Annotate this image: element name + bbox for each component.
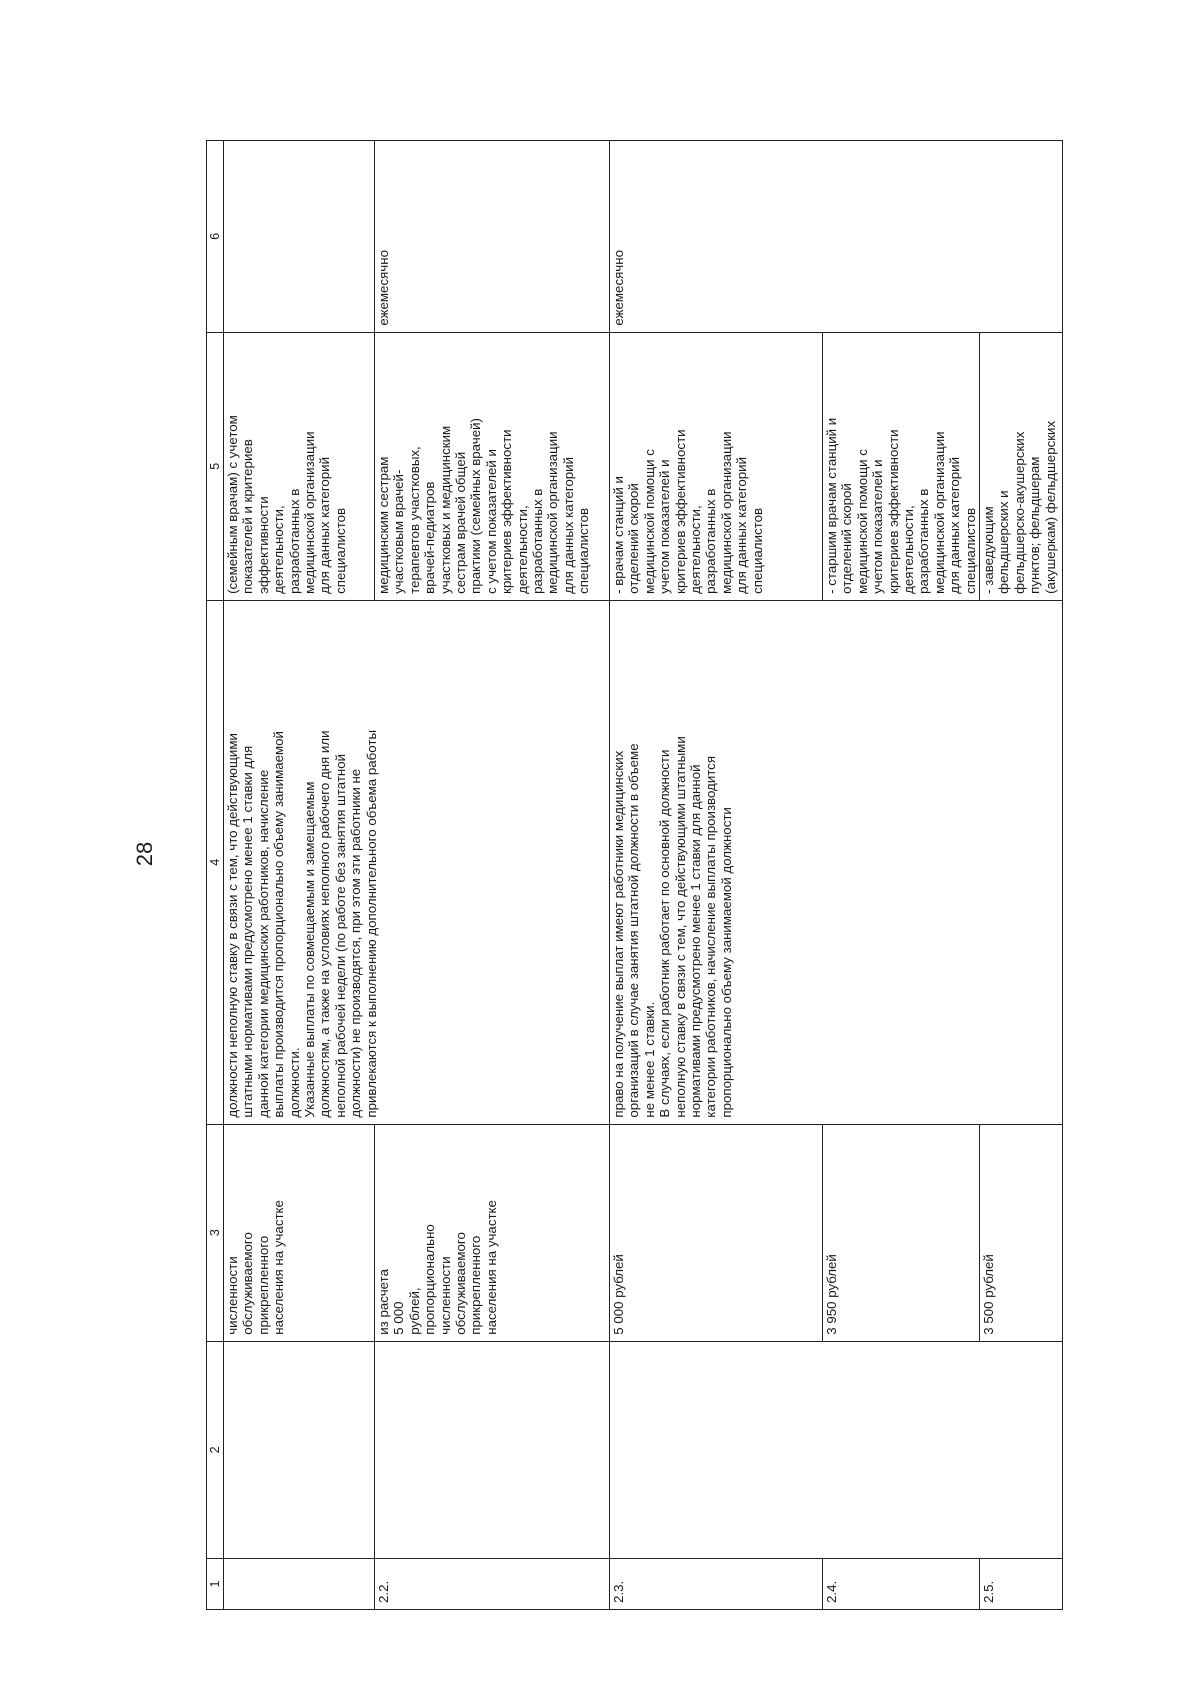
amount-cell: из расчета 5 000 рублей, пропорционально численности обслуживаемого прикрепленного населения на участке [375, 1124, 610, 1341]
row-number [224, 1558, 375, 1609]
position-cell [224, 1341, 375, 1558]
row-number: 2.2. [375, 1558, 610, 1609]
payments-table [206, 140, 1063, 1610]
header-cell: 1 [207, 1558, 224, 1609]
recipients-cell: медицинским сестрам участковым врачей- терапевтов участковых, врачей-педиатров участковых и медицинским сестрам врачей общей практики (семейных врачей) с учетом показателей и критериев эффективности деятельности, разработанных в медицинской организации для данных категорий специалистов [375, 332, 610, 600]
position-cell [610, 1341, 1063, 1558]
header-cell: 3 [207, 1124, 224, 1341]
header-row [207, 141, 224, 1610]
frequency-cell [224, 141, 375, 333]
row-number: 2.4. [823, 1558, 980, 1609]
table-row [610, 141, 823, 1610]
recipients-cell: - врачам станций и отделений скорой медицинской помощи с учетом показателей и критериев эффективности деятельности, разработанных в медицинской организации для данных категорий специалистов [610, 332, 823, 600]
page-number: 28 [132, 841, 157, 867]
frequency-cell: ежемесячно [375, 141, 610, 333]
row-number: 2.3. [610, 1558, 823, 1609]
amount-cell: 5 000 рублей [610, 1124, 823, 1341]
amount-cell: численности обслуживаемого прикрепленного населения на участке [224, 1124, 375, 1341]
amount-cell: 3 500 рублей [980, 1124, 1063, 1341]
amount-cell: 3 950 рублей [823, 1124, 980, 1341]
header-cell: 2 [207, 1341, 224, 1558]
header-cell: 6 [207, 141, 224, 333]
header-cell: 4 [207, 600, 224, 1124]
table-row [224, 141, 375, 1610]
rotated-table-sheet [206, 140, 1058, 1610]
conditions-cell: должности неполную ставку в связи с тем, что действующими штатными нормативами предусмотрено менее 1 ставки для данной категории медицинских работников, начисление выплаты производится пропорционально объему занимаемой должности. Указанные выплаты по совмещаемым и замещаемым должностям, а также на условиях неполного рабочего дня или неполной рабочей недели (по работе без занятия штатной должности) не производятся, при этом эти работники не привлекаются к выполнению дополнительного объема работы [224, 600, 610, 1124]
position-cell [375, 1341, 610, 1558]
row-number: 2.5. [980, 1558, 1063, 1609]
conditions-cell: право на получение выплат имеют работники медицинских организаций в случае занятия штатной должности в объеме не менее 1 ставки. В случаях, если работник работает по основной должности неполную ставку в связи с тем, что действующими штатными нормативами предусмотрено менее 1 ставки для данной категории работников, начисление выплаты производится пропорционально объему занимаемой должности [610, 600, 1063, 1124]
header-cell: 5 [207, 332, 224, 600]
recipients-cell: - заведующим фельдшерских и фельдшерско-акушерских пунктов; фельдшерам (акушеркам) фельдшерских [980, 332, 1063, 600]
recipients-cell: - старшим врачам станций и отделений скорой медицинской помощи с учетом показателей и критериев эффективности деятельности, разработанных в медицинской организации для данных категорий специалистов [823, 332, 980, 600]
frequency-cell: ежемесячно [610, 141, 1063, 333]
recipients-cell: (семейным врачам) с учетом показателей и критериев эффективности деятельности, разработанных в медицинской организации для данных категорий специалистов [224, 332, 375, 600]
